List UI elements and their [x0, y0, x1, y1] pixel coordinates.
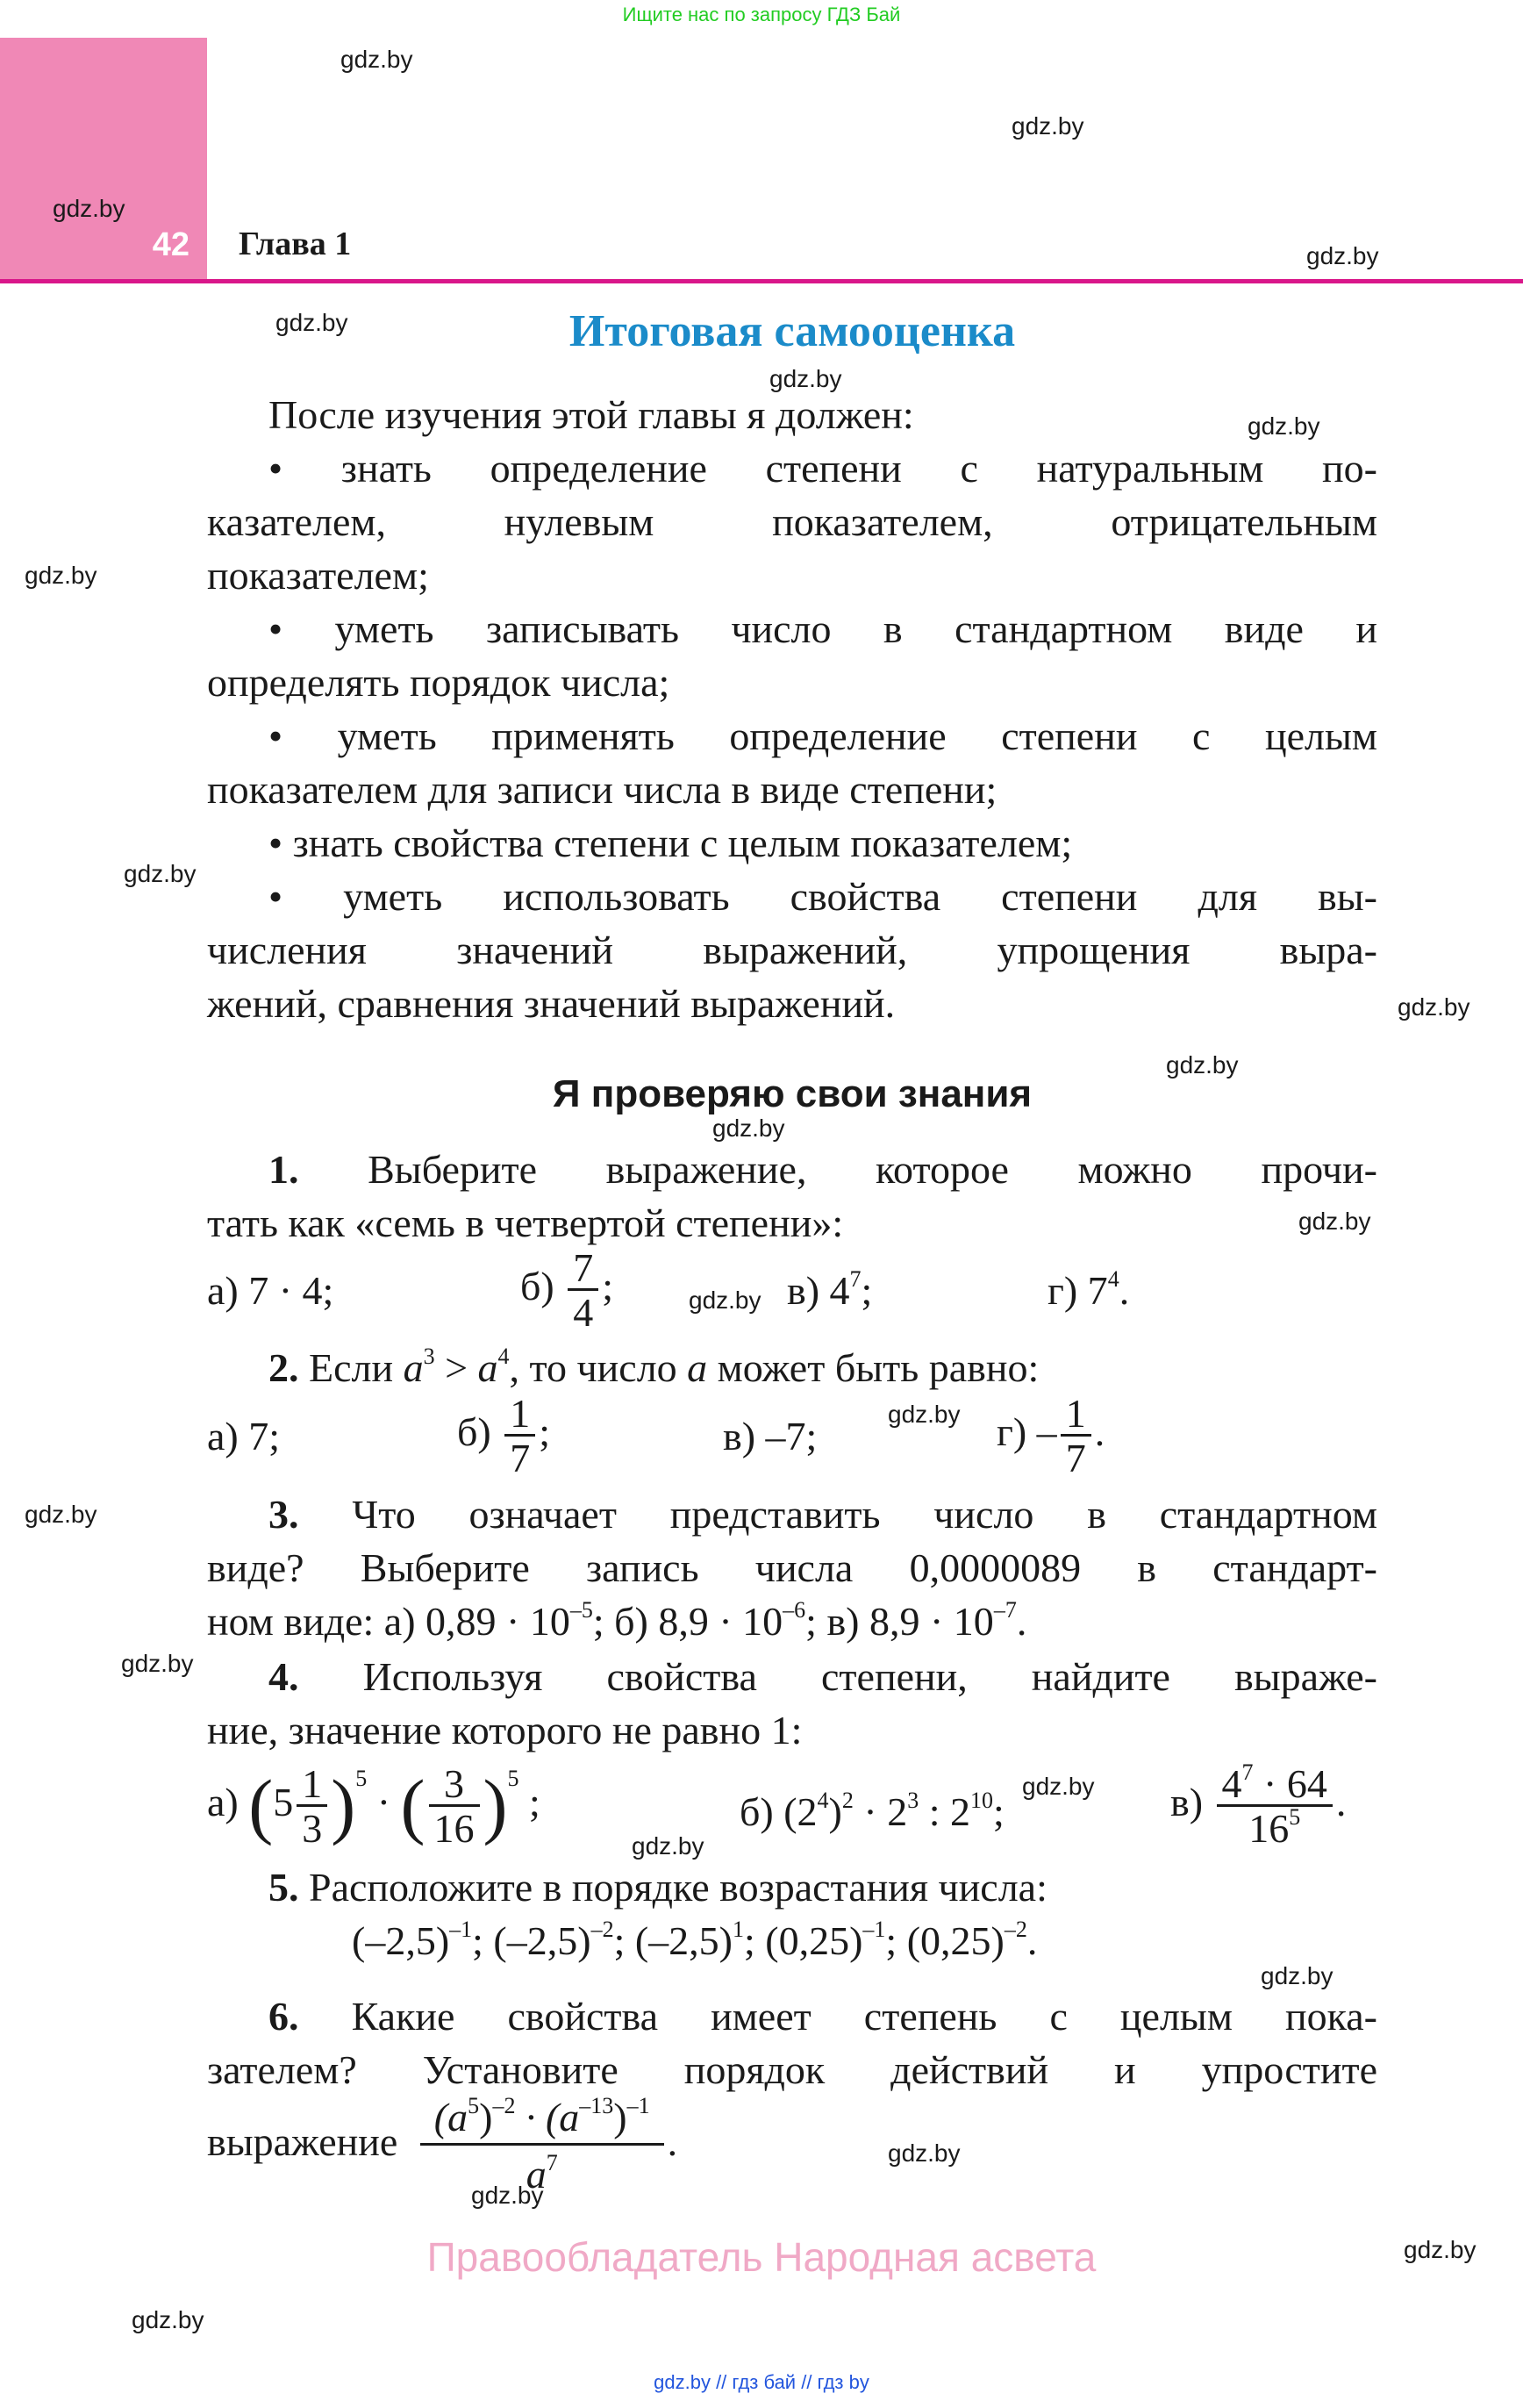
exponent: 3 — [907, 1788, 919, 1813]
task-number: 6. — [268, 1994, 299, 2039]
paren: ( — [400, 1765, 425, 1847]
page-number: 42 — [152, 226, 189, 263]
option-v — [787, 1264, 872, 1317]
task-text: Используя свойства степени, найдите выраже- — [362, 1654, 1378, 1699]
subsection-title: Я проверяю свои знания — [552, 1072, 1033, 1115]
watermark: gdz.by — [121, 1650, 194, 1677]
task-number: 5. — [268, 1865, 299, 1910]
paren: ) — [331, 1765, 356, 1847]
task-number: 3. — [268, 1492, 299, 1537]
option-a: ном виде: а) 0,89 · 10 — [207, 1599, 570, 1644]
exponent: 5 — [1289, 1804, 1301, 1830]
chapter-label: Глава 1 — [239, 226, 352, 262]
task-2-line-1 — [207, 1341, 1377, 1394]
bottom-links[interactable]: gdz.by // гдз бай // гдз by — [654, 2371, 869, 2393]
option-b — [457, 1391, 551, 1480]
watermark: gdz.by — [1166, 1051, 1239, 1079]
punct: . — [667, 2119, 678, 2165]
num-part: ) — [479, 2095, 493, 2139]
exponent: 7 — [849, 1266, 862, 1292]
numerator: 1 — [510, 1391, 531, 1436]
exponent: –5 — [569, 1597, 593, 1623]
watermark: gdz.by — [689, 1286, 762, 1314]
option-text: · 2 — [853, 1789, 908, 1834]
watermark: gdz.by — [1398, 993, 1470, 1021]
whole-part: 5 — [273, 1780, 294, 1825]
task-number: 2. — [268, 1345, 299, 1390]
task-1 — [207, 1143, 1377, 1250]
task-text: Если — [309, 1345, 404, 1390]
option-g — [997, 1391, 1105, 1480]
watermark: gdz.by — [769, 365, 842, 392]
task-3-line-1 — [207, 1487, 1377, 1541]
watermark: gdz.by — [132, 2306, 204, 2333]
numerator: 1 — [302, 1761, 323, 1806]
task-text: выражение — [207, 2119, 398, 2165]
watermark: gdz.by — [53, 195, 125, 222]
task-4-line-1 — [207, 1650, 1377, 1703]
option-label: в) — [1170, 1780, 1204, 1825]
watermark: gdz.by — [1022, 1773, 1095, 1800]
number-base: (–2,5) — [634, 1918, 733, 1963]
option-text: : 2 — [919, 1789, 970, 1834]
option-b — [520, 1245, 614, 1335]
option-text: ) — [828, 1789, 842, 1834]
task-text: Расположите в порядке возрастания числа: — [309, 1865, 1048, 1910]
paren: ) — [483, 1765, 508, 1847]
task-1-line-1 — [207, 1143, 1377, 1196]
exponent: 4 — [497, 1344, 510, 1369]
fraction — [429, 1761, 480, 1851]
watermark: gdz.by — [1248, 412, 1320, 440]
task-3 — [207, 1487, 1377, 1648]
task-6-line-1 — [207, 1989, 1377, 2043]
intro-text: После изучения этой главы я должен: — [268, 392, 914, 437]
separator: ; — [743, 1918, 766, 1963]
den-base: 16 — [1248, 1806, 1290, 1851]
watermark: gdz.by — [124, 860, 197, 887]
exponent: 5 — [468, 2093, 480, 2118]
task-number: 1. — [268, 1147, 299, 1192]
task-text: Какие свойства имеет степень с целым пока- — [351, 1994, 1378, 2039]
exponent: –6 — [783, 1597, 806, 1623]
bullet-1-line-3: показателем; — [207, 553, 429, 598]
option-text: в) 4 — [787, 1268, 850, 1313]
operator: > — [434, 1345, 478, 1390]
bullet-5-line-1: • уметь использовать свойства степени для вы- — [268, 874, 1377, 919]
punct: ; — [861, 1268, 873, 1313]
numerator — [1217, 1759, 1333, 1806]
variable: a — [687, 1345, 708, 1390]
task-2 — [207, 1341, 1377, 1394]
number-base: (–2,5) — [493, 1918, 591, 1963]
punct: ; — [539, 1409, 551, 1455]
exponent: –1 — [862, 1917, 886, 1942]
bullet-1-line-1: • знать определение степени с натуральным по- — [268, 446, 1377, 491]
punct: ; — [602, 1264, 614, 1309]
bullet-5-line-2: числения значений выражений, упрощения выра- — [207, 928, 1377, 972]
fraction — [1061, 1391, 1091, 1480]
exponent: 2 — [841, 1788, 854, 1813]
exponent: 4 — [817, 1788, 829, 1813]
den-base: a — [526, 2152, 547, 2197]
punct: . — [1016, 1599, 1027, 1644]
operator: · — [376, 1780, 391, 1825]
copyright-notice: Правообладатель Народная асвета — [426, 2234, 1097, 2280]
exponent: –2 — [1004, 1917, 1027, 1942]
task-6 — [207, 1989, 1377, 2096]
option-label: а) — [207, 1780, 239, 1825]
denominator: 7 — [1061, 1434, 1091, 1479]
separator: . — [1026, 1918, 1038, 1963]
fraction — [568, 1245, 598, 1335]
option-g — [1048, 1264, 1129, 1317]
task-6-expression — [207, 2093, 1377, 2203]
punct: ; — [992, 1789, 1005, 1834]
watermark: gdz.by — [275, 309, 348, 336]
watermark: gdz.by — [25, 562, 97, 589]
denominator: 4 — [568, 1288, 598, 1333]
punct: . — [1335, 1780, 1347, 1825]
watermark: gdz.by — [1298, 1208, 1371, 1235]
exponent: 7 — [1241, 1759, 1254, 1785]
bullet-4-line-1: • знать свойства степени с целым показателем; — [268, 821, 1073, 865]
task-number: 4. — [268, 1654, 299, 1699]
exponent: 5 — [507, 1766, 519, 1792]
option-label: б) — [457, 1409, 491, 1455]
num-part: (a — [433, 2095, 468, 2139]
option-text: б) (2 — [740, 1789, 818, 1834]
number-base: (0,25) — [906, 1918, 1005, 1963]
denominator: 3 — [297, 1804, 327, 1849]
num-rest: · 64 — [1253, 1761, 1327, 1806]
task-4-line-2: ние, значение которого не равно 1: — [207, 1708, 803, 1752]
top-banner: Ищите нас по запросу ГДЗ Бай — [622, 4, 901, 25]
exponent: 5 — [355, 1766, 368, 1792]
exponent: 3 — [423, 1344, 435, 1369]
exponent: –2 — [492, 2093, 516, 2118]
option-label: г) – — [997, 1409, 1057, 1455]
bullet-1-line-2: казателем, нулевым показателем, отрицательным — [207, 499, 1377, 544]
numerator: 7 — [573, 1245, 594, 1290]
exponent: 4 — [1107, 1266, 1119, 1292]
task-2-options — [207, 1391, 1377, 1480]
task-1-line-2: тать как «семь в четвертой степени»: — [207, 1200, 844, 1245]
num-part: ) — [613, 2095, 627, 2139]
denominator: 7 — [504, 1434, 535, 1479]
watermark: gdz.by — [25, 1501, 97, 1528]
watermark: gdz.by — [471, 2182, 544, 2209]
task-3-line-2: виде? Выберите запись числа 0,0000089 в стандарт- — [207, 1545, 1377, 1590]
bullet-3-line-2: показателем для записи числа в виде степени; — [207, 767, 997, 812]
option-a: а) 7; — [207, 1414, 281, 1458]
denominator — [420, 2143, 664, 2195]
option-v: в) –7; — [723, 1414, 818, 1458]
section-title: Итоговая самооценка — [568, 306, 1016, 356]
option-text: г) 7 — [1048, 1268, 1108, 1313]
punct: . — [1094, 1409, 1105, 1455]
task-text: , то число — [509, 1345, 688, 1390]
watermark: gdz.by — [1404, 2236, 1477, 2263]
numerator: 1 — [1065, 1391, 1086, 1436]
punct: ; — [529, 1780, 540, 1825]
number-base: (0,25) — [765, 1918, 863, 1963]
task-4 — [207, 1650, 1377, 1757]
header-divider — [0, 279, 1523, 283]
exponent: 7 — [546, 2150, 558, 2175]
option-v: ; в) 8,9 · 10 — [805, 1599, 994, 1644]
exponent: –1 — [449, 1917, 473, 1942]
num-base: 4 — [1221, 1761, 1242, 1806]
separator: ; — [472, 1918, 494, 1963]
watermark: gdz.by — [712, 1114, 785, 1142]
numerator — [420, 2093, 664, 2143]
exponent: 10 — [969, 1788, 993, 1813]
task-3-line-3 — [207, 1595, 1377, 1648]
option-label: б) — [520, 1264, 554, 1309]
separator: ; — [613, 1918, 635, 1963]
watermark: gdz.by — [340, 46, 413, 73]
task-1-options — [207, 1245, 1377, 1335]
task-text: Выберите выражение, которое можно прочи- — [368, 1147, 1378, 1192]
option-b — [740, 1785, 1005, 1838]
option-a — [207, 1761, 540, 1851]
exponent: –2 — [590, 1917, 614, 1942]
self-assessment-body — [207, 388, 1377, 1030]
task-5-numbers — [207, 1914, 1377, 1967]
punct: . — [1119, 1268, 1130, 1313]
task-5 — [207, 1860, 1377, 1967]
option-a: а) 7 · 4; — [207, 1268, 334, 1313]
watermark: gdz.by — [1012, 112, 1084, 140]
numerator: 3 — [444, 1761, 465, 1806]
task-text: может быть равно: — [707, 1345, 1040, 1390]
paren: ( — [248, 1765, 274, 1847]
watermark: gdz.by — [1261, 1962, 1334, 1989]
option-b: ; б) 8,9 · 10 — [592, 1599, 783, 1644]
fraction — [297, 1761, 327, 1851]
task-5-line-1 — [207, 1860, 1377, 1914]
option-v — [1170, 1759, 1347, 1851]
bullet-2-line-2: определять порядок числа; — [207, 660, 670, 705]
task-4-options — [207, 1759, 1377, 1860]
watermark: gdz.by — [888, 1401, 961, 1428]
number-base: (–2,5) — [352, 1918, 450, 1963]
bullet-2-line-1: • уметь записывать число в стандартном виде и — [268, 606, 1377, 651]
fraction — [504, 1391, 535, 1480]
denominator: 16 — [429, 1804, 480, 1849]
variable: a — [477, 1345, 498, 1390]
exponent: –7 — [993, 1597, 1017, 1623]
exponent: –1 — [626, 2093, 650, 2118]
denominator — [1217, 1804, 1333, 1849]
task-6-line-2: зателем? Установите порядок действий и упростите — [207, 2047, 1377, 2092]
fraction — [1217, 1759, 1333, 1851]
separator: ; — [885, 1918, 907, 1963]
bullet-3-line-1: • уметь применять определение степени с целым — [268, 713, 1377, 758]
watermark: gdz.by — [888, 2139, 961, 2167]
watermark: gdz.by — [632, 1832, 704, 1860]
exponent: 1 — [732, 1917, 744, 1942]
num-part: · (a — [515, 2095, 580, 2139]
task-text: Что означает представить число в стандартном — [352, 1492, 1378, 1537]
exponent: –13 — [579, 2093, 614, 2118]
bullet-5-line-3: жений, сравнения значений выражений. — [207, 981, 896, 1026]
variable: a — [403, 1345, 424, 1390]
watermark: gdz.by — [1306, 242, 1379, 269]
